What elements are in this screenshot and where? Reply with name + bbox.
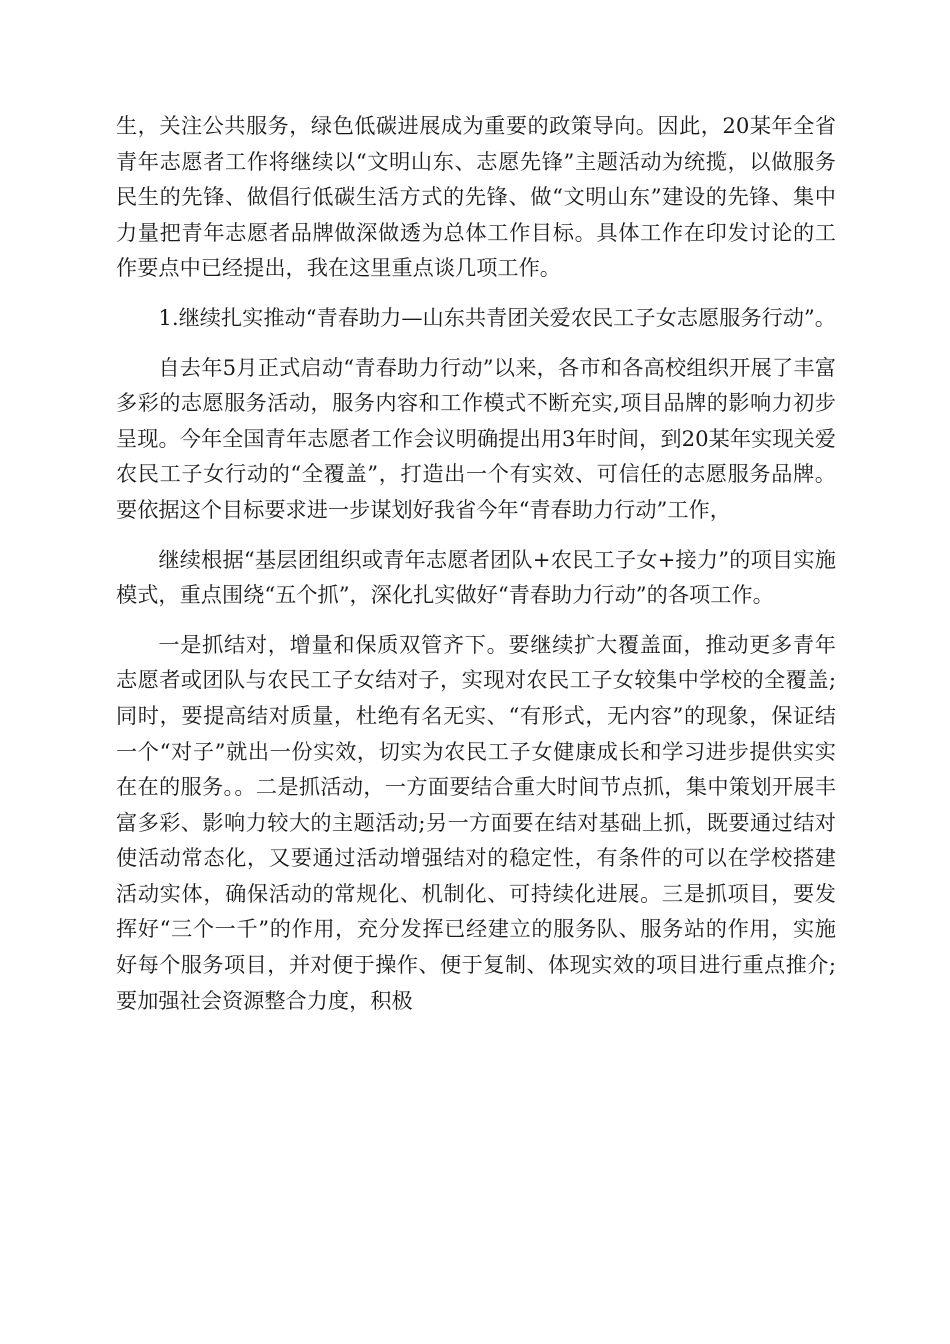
paragraph-youth-assist: 自去年5月正式启动“青春助力行动”以来，各市和各高校组织开展了丰富多彩的志愿服务活动，服务内容和工作模式不断充实,项目品牌的影响力初步呈现。今年全国青年志愿者工作会议明确提出用3年时间，到20某年实现关爱农民工子女行动的“全覆盖”，打造出一个有实效、可信任的志愿服务品牌。要依据这个目标要求进一步谋划好我省今年“青春助力行动”工作， [116, 354, 836, 522]
document-page [116, 108, 836, 1018]
section-heading-1: 1.继续扎实推动“青春助力—山东共青团关爱农民工子女志愿服务行动”。 [158, 304, 836, 330]
paragraph-implementation-model: 继续根据“基层团组织或青年志愿者团队+农民工子女+接力”的项目实施模式，重点围绕“五个抓”，深化扎实做好“青春助力行动”的各项工作。 [116, 546, 836, 608]
paragraph-continuation: 生，关注公共服务，绿色低碳进展成为重要的政策导向。因此，20某年全省青年志愿者工作将继续以“文明山东、志愿先锋”主题活动为统揽，以做服务民生的先锋、做倡行低碳生活方式的先锋、做“文明山东”建设的先锋、集中力量把青年志愿者品牌做深做透为总体工作目标。具体工作在印发讨论的工作要点中已经提出，我在这里重点谈几项工作。 [116, 113, 836, 281]
paragraph-five-focus: 一是抓结对，增量和保质双管齐下。要继续扩大覆盖面，推动更多青年志愿者或团队与农民工子女结对子，实现对农民工子女较集中学校的全覆盖;同时，要提高结对质量，杜绝有名无实、“有形式，无内容”的现象，保证结一个“对子”就出一份实效，切实为农民工子女健康成长和学习进步提供实实在在的服务。。二是抓活动，一方面要结合重大时间节点抓，集中策划开展丰富多彩、影响力较大的主题活动;另一方面要在结对基础上抓，既要通过结对使活动常态化，又要通过活动增强结对的稳定性，有条件的可以在学校搭建活动实体，确保活动的常规化、机制化、可持续化进展。三是抓项目，要发挥好“三个一千”的作用，充分发挥已经建立的服务队、服务站的作用，实施好每个服务项目，并对便于操作、便于复制、体现实效的项目进行重点推介;要加强社会资源整合力度，积极 [116, 631, 836, 1013]
